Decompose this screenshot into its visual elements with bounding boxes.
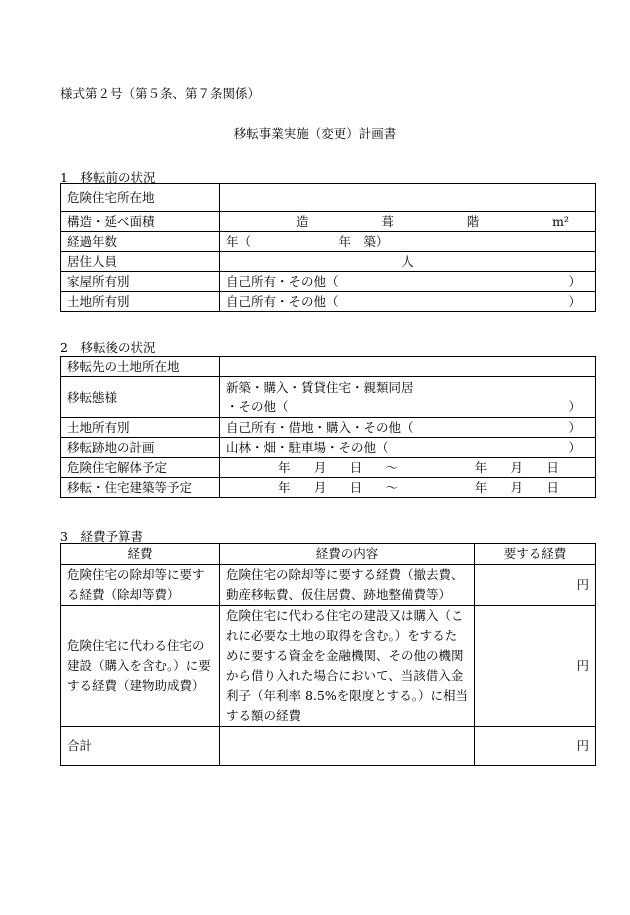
- date-part: 年: [474, 480, 488, 495]
- structure-part: 階: [466, 214, 480, 229]
- row-label: 移転態様: [61, 377, 220, 418]
- structure-part: 造: [296, 214, 309, 229]
- relocation-mode-line1: 新築・購入・賃貸住宅・親類同居: [226, 380, 414, 395]
- budget-table: [60, 543, 596, 766]
- paren-open-text: 自己所有・借地・購入・その他（: [226, 420, 414, 435]
- table-row: [61, 212, 596, 232]
- destination-location-value[interactable]: [220, 357, 596, 377]
- paren-close: ）: [568, 440, 581, 455]
- expense-item: 危険住宅の除却等に要する経費（除却等費）: [61, 565, 220, 606]
- date-part: 日: [546, 480, 559, 495]
- table-row: [61, 458, 596, 478]
- section3-heading: 3 経費予算書: [60, 529, 143, 544]
- paren-close: ）: [568, 274, 581, 289]
- date-part: 月: [510, 480, 524, 495]
- row-label: 危険住宅解体予定: [61, 458, 220, 478]
- section1-table: [60, 183, 596, 312]
- expense-content: 危険住宅に代わる住宅の建設又は購入（これに必要な土地の取得を含む。）をするために要する資金を金融機関、その他の機関から借り入れた場合において、当該借入金利子（年利率 8.5%を限度とする。）に相当する額の経費: [220, 606, 475, 727]
- table-row: [61, 272, 596, 292]
- table-row: [61, 565, 596, 606]
- table-row: [61, 606, 596, 727]
- row-label: 家屋所有別: [61, 272, 220, 292]
- table-row: [61, 727, 596, 766]
- expense-item: 危険住宅に代わる住宅の建設（購入を含む。）に要する経費（建物助成費）: [61, 606, 220, 727]
- site-plan-value[interactable]: [220, 438, 596, 458]
- land-ownership-value[interactable]: [220, 418, 596, 438]
- form-number: 様式第２号（第５条、第７条関係）: [60, 86, 261, 101]
- table-row: [61, 184, 596, 212]
- column-header: 経費の内容: [220, 544, 475, 565]
- total-amount[interactable]: 円: [475, 727, 596, 766]
- date-part: 年: [278, 460, 291, 475]
- table-row: [61, 357, 596, 377]
- expense-amount[interactable]: 円: [475, 565, 596, 606]
- table-row: [61, 252, 596, 272]
- construction-schedule-value[interactable]: [220, 478, 596, 498]
- row-label: 土地所有別: [61, 418, 220, 438]
- row-label: 移転・住宅建築等予定: [61, 478, 220, 498]
- relocation-mode-value[interactable]: [220, 377, 596, 418]
- date-part: 年: [278, 480, 291, 495]
- structure-part: 葺: [381, 214, 394, 229]
- paren-open-text: 自己所有・その他（: [226, 294, 339, 309]
- row-label: 危険住宅所在地: [61, 184, 220, 212]
- row-label: 移転先の土地所在地: [61, 357, 220, 377]
- date-part: 日: [546, 460, 559, 475]
- section2-table: [60, 356, 596, 498]
- structure-area-value[interactable]: [220, 212, 596, 232]
- date-part: 月: [510, 460, 524, 475]
- paren-open-text: 自己所有・その他（: [226, 274, 339, 289]
- paren-close: ）: [568, 399, 581, 414]
- table-row: [61, 292, 596, 312]
- date-part: 月: [313, 460, 327, 475]
- expense-content: [220, 727, 475, 766]
- table-row: [61, 377, 596, 418]
- date-part: 日: [349, 480, 363, 495]
- demolition-schedule-value[interactable]: [220, 458, 596, 478]
- row-label: 土地所有別: [61, 292, 220, 312]
- table-row: [61, 478, 596, 498]
- elapsed-years-value[interactable]: 年（ 年 築）: [220, 232, 596, 252]
- row-label: 構造・延べ面積: [61, 212, 220, 232]
- paren-close: ）: [568, 420, 581, 435]
- column-header: 経費: [61, 544, 220, 565]
- row-label: 居住人員: [61, 252, 220, 272]
- document-title: 移転事業実施（変更）計画書: [233, 126, 397, 141]
- house-ownership-value[interactable]: [220, 272, 596, 292]
- table-row: [61, 438, 596, 458]
- table-header-row: [61, 544, 596, 565]
- paren-open-text: 山林・畑・駐車場・その他（: [226, 440, 389, 455]
- relocation-mode-line2: ・その他（: [226, 399, 289, 414]
- date-part: 〜: [385, 480, 399, 495]
- land-ownership-value[interactable]: [220, 292, 596, 312]
- table-row: [61, 232, 596, 252]
- residents-value[interactable]: 人: [220, 252, 596, 272]
- structure-part: m²: [552, 214, 569, 229]
- date-part: 〜: [385, 460, 399, 475]
- table-row: [61, 418, 596, 438]
- date-part: 日: [349, 460, 363, 475]
- column-header: 要する経費: [475, 544, 596, 565]
- date-part: 年: [474, 460, 488, 475]
- row-label: 経過年数: [61, 232, 220, 252]
- date-part: 月: [313, 480, 327, 495]
- expense-content: 危険住宅の除却等に要する経費（撤去費、動産移転費、仮住居費、跡地整備費等）: [220, 565, 475, 606]
- expense-amount[interactable]: 円: [475, 606, 596, 727]
- paren-close: ）: [568, 294, 581, 309]
- section1-heading: 1 移転前の状況: [60, 170, 156, 185]
- expense-item: 合計: [61, 727, 220, 766]
- row-label: 移転跡地の計画: [61, 438, 220, 458]
- row-value[interactable]: [220, 184, 596, 212]
- section2-heading: 2 移転後の状況: [60, 340, 156, 355]
